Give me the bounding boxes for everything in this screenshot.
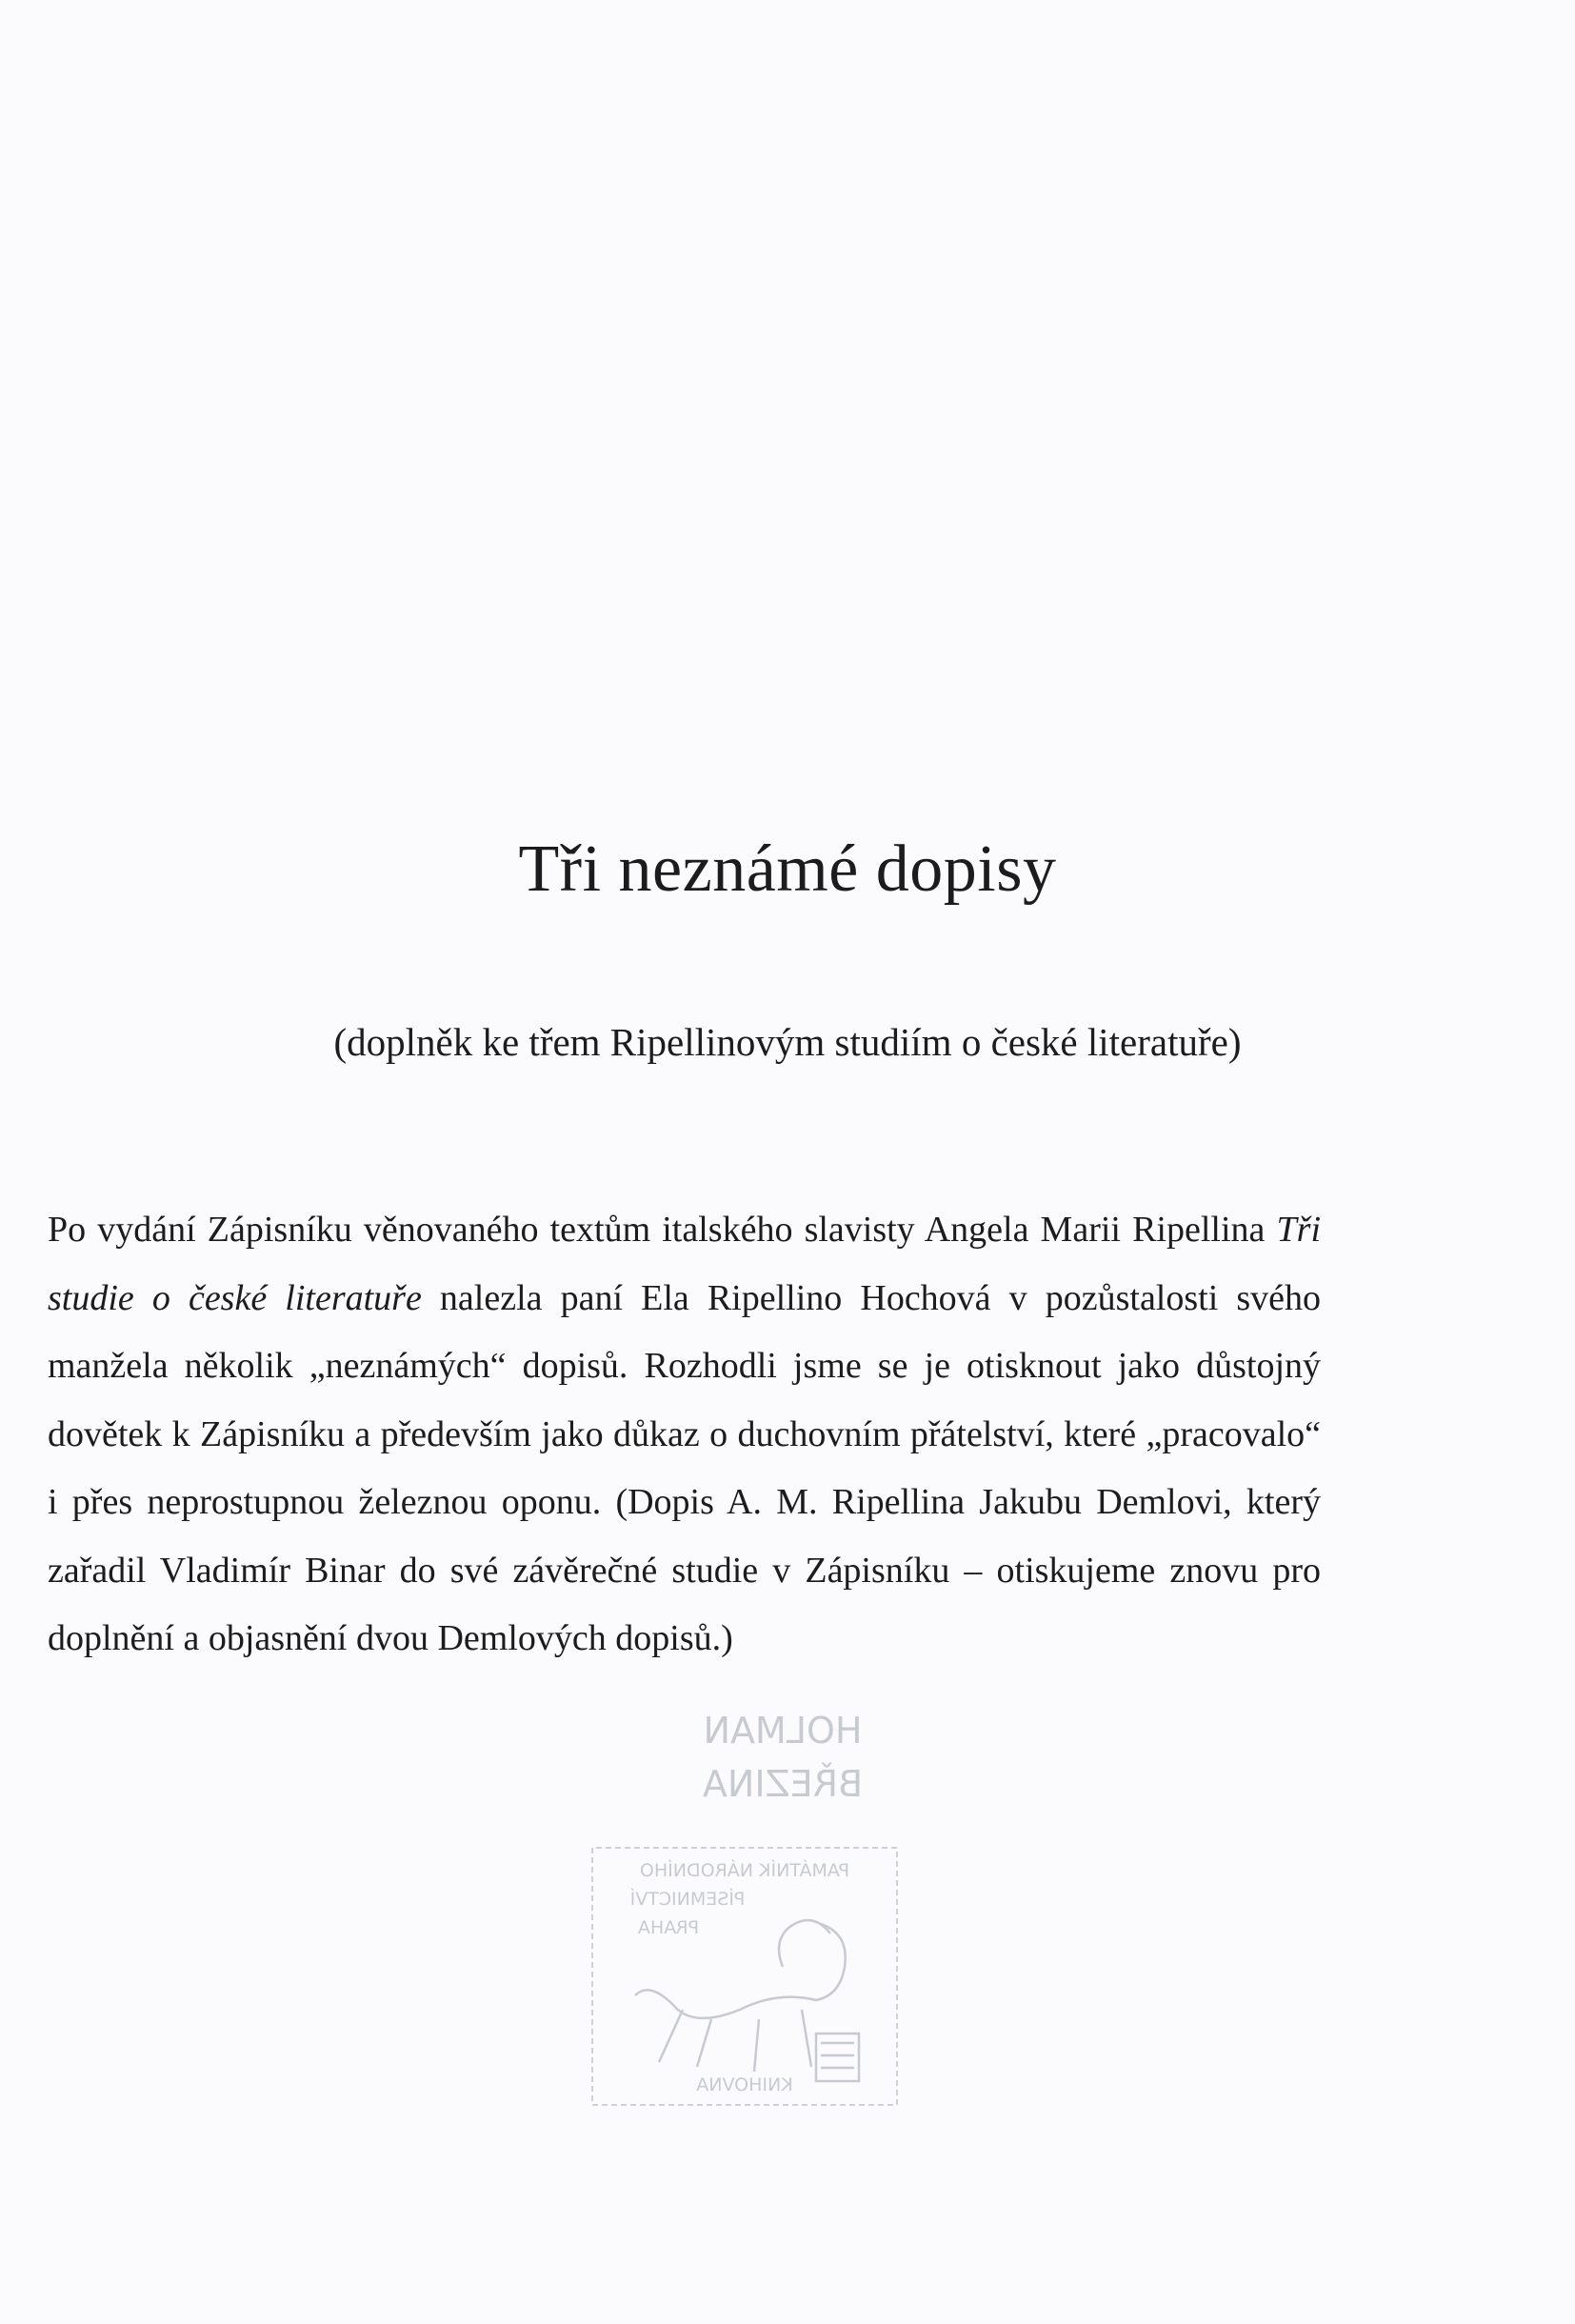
book-title-italic: Tři studie o české literatuře [48,1210,1321,1318]
stamp-line-2: BŘEZINA [702,1763,864,1805]
body-text-start: Po vydání Zápisníku věnovaného textům italského slavisty Angela Marii Ripellina [48,1210,1277,1250]
library-stamp-graphic [564,1705,926,2124]
body-paragraph [48,1196,1321,1673]
library-stamp [564,1705,926,2124]
stamp-ring-top: PAMÁTNÍK NÁRODNÍHO [639,1860,850,1881]
stamp-ring-bottom: KNIHOVNA [696,2074,793,2095]
stamp-ring-mid: PÍSEMNICTVÍ [629,1889,746,1910]
body-text-end: nalezla paní Ela Ripellino Hochová v pozůstalosti svého manžela několik „neznámých“ dopisů. Rozhodli jsme se je otisknout jako důstojný dovětek k Zápisníku a především jako důkaz o duchovním přátelství, které „pracovalo“ i přes neprostupnou železnou oponu. (Dopis A. M. Ripellina Jakubu Demlovi, který zařadil Vladimír Binar do své závěrečné studie v Zápisníku – otiskujeme znovu pro doplnění a objasnění dvou Demlových dopisů.) [48,1277,1322,1658]
lion-icon [635,1920,859,2081]
stamp-line-1: HOLMAN [703,1710,863,1752]
document-subtitle: (doplněk ke třem Ripellinovým studiím o české literatuře) [333,1020,1242,1064]
stamp-ring-city: PRAHA [637,1917,700,1938]
document-title: Tři neznámé dopisy [518,832,1057,906]
